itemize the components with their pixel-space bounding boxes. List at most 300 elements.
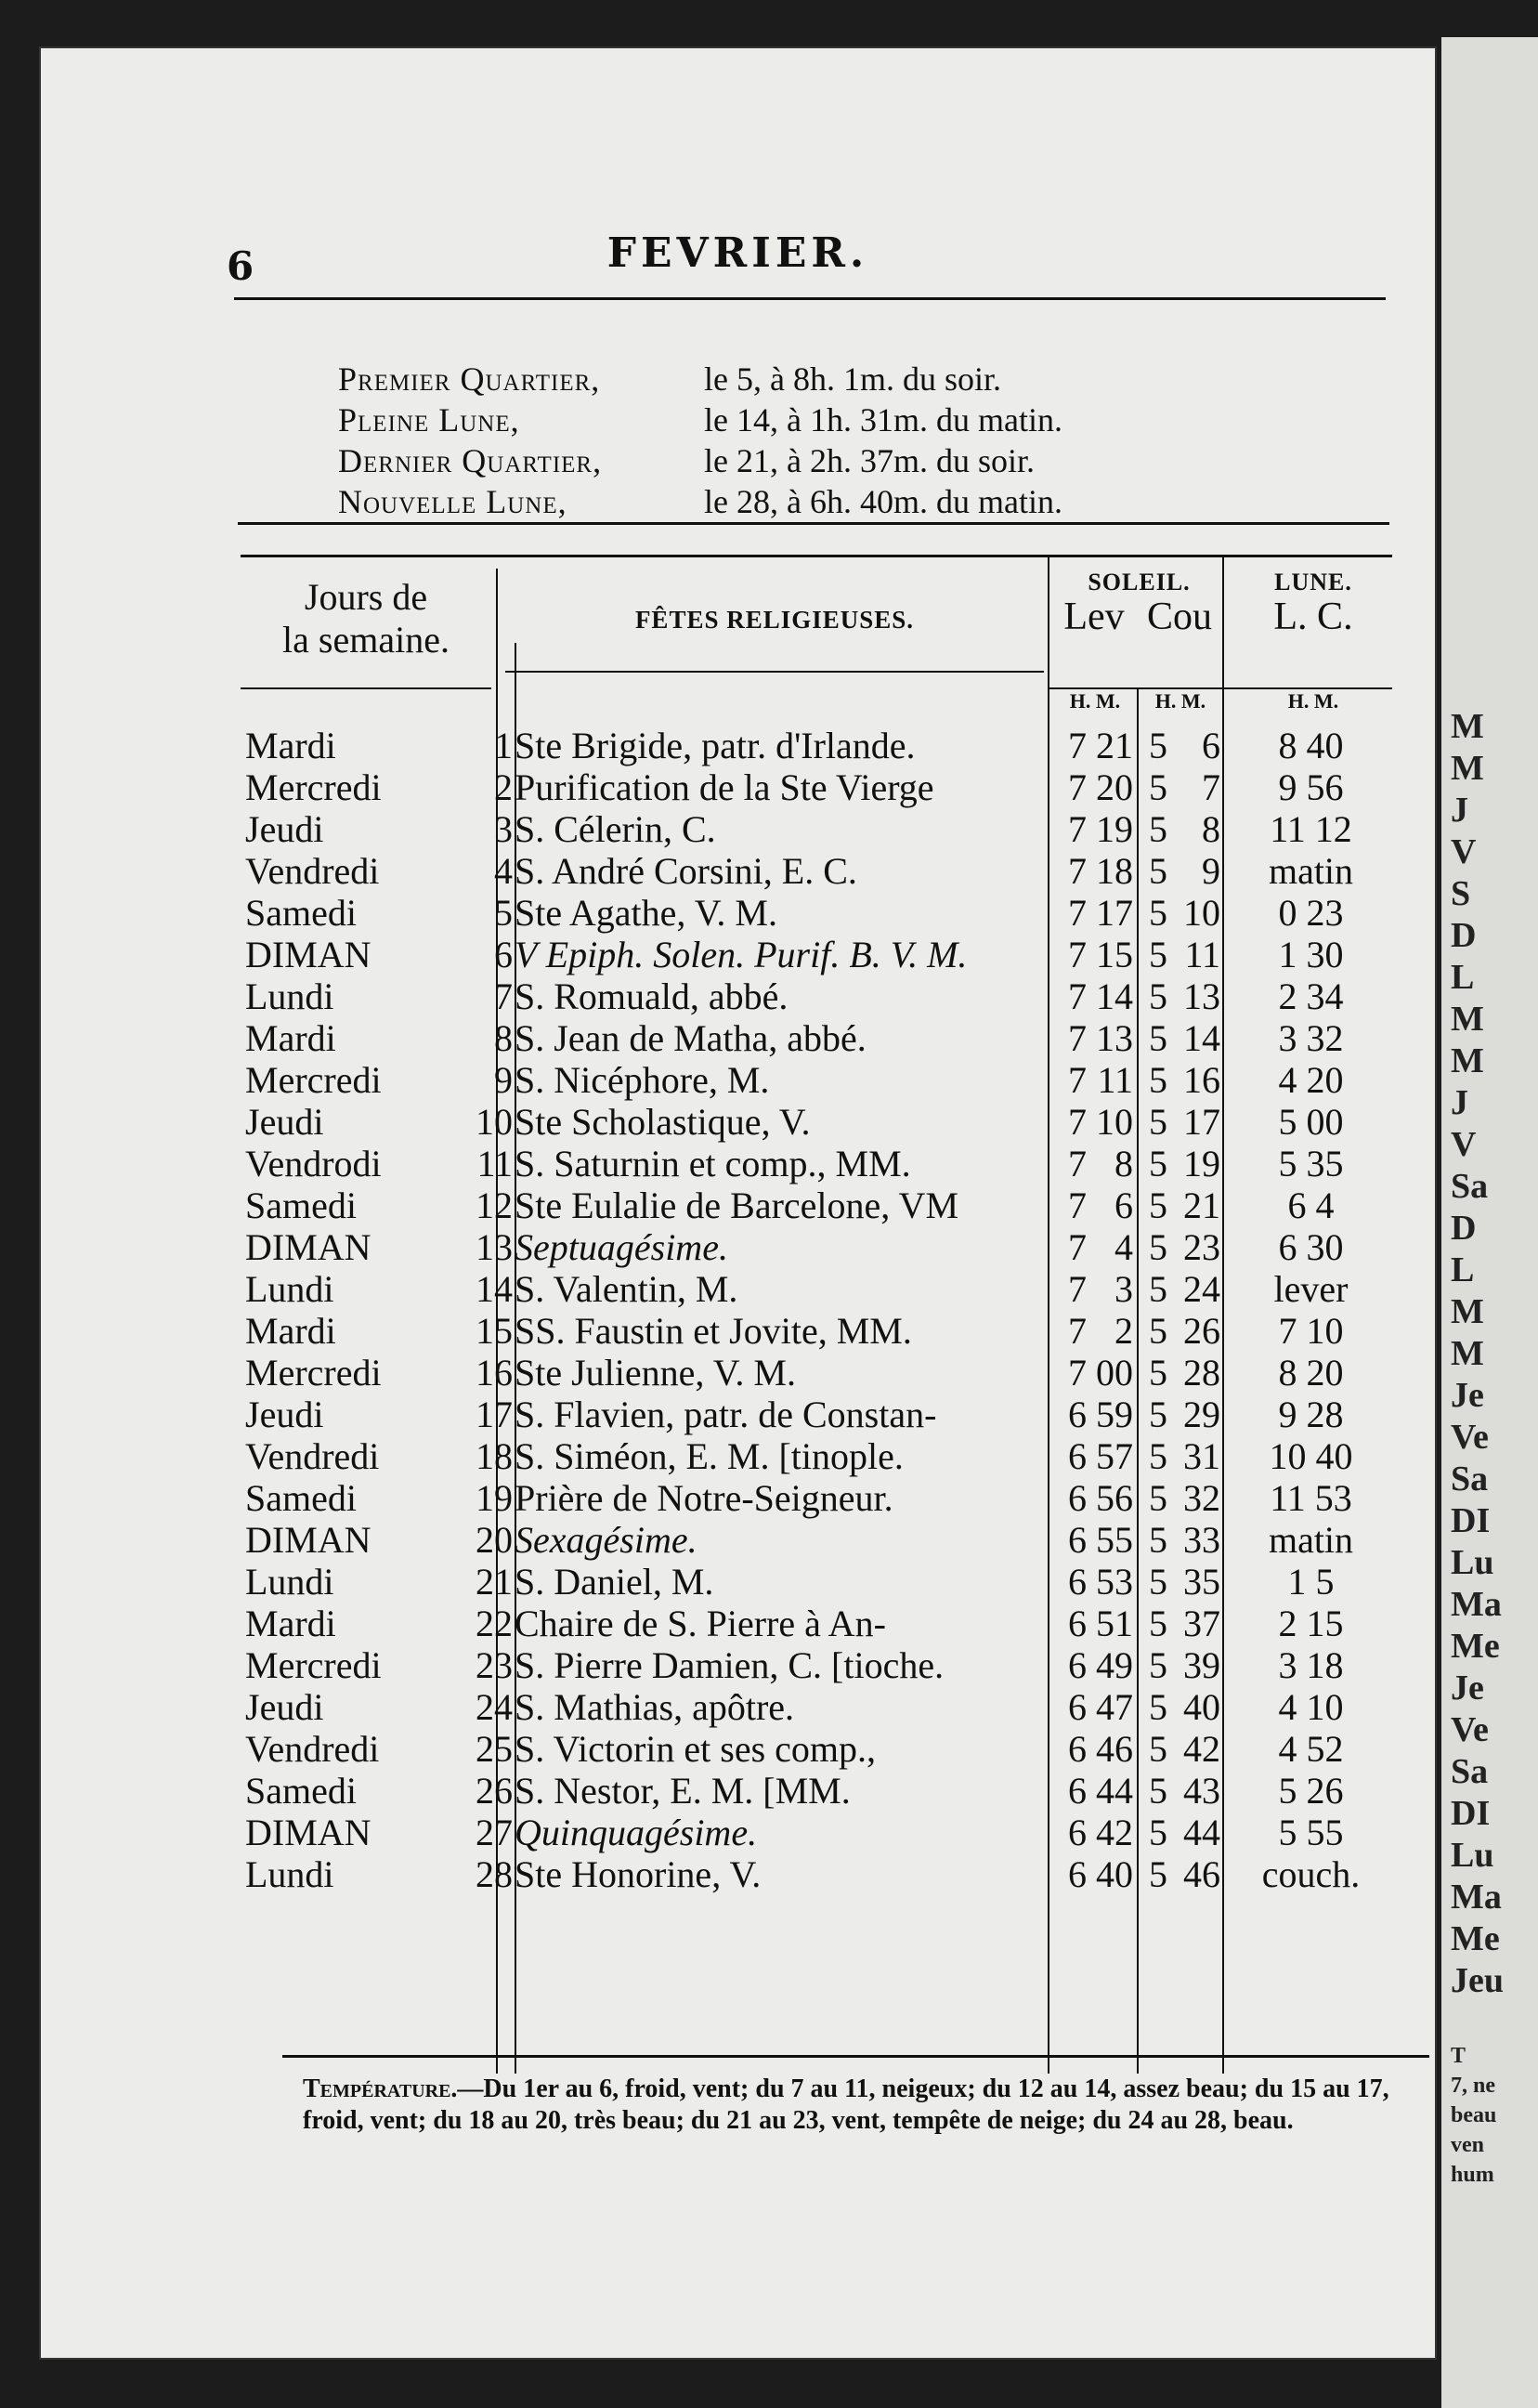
- sunrise-hour-cell: 7: [1068, 892, 1087, 934]
- moon-time-cell: matin: [1268, 850, 1354, 892]
- header-lune: LUNE.: [1274, 569, 1352, 595]
- sunset-hour-cell: 5: [1149, 1477, 1167, 1519]
- sunset-hour-cell: 5: [1149, 1435, 1167, 1477]
- sunrise-minute-cell: 40: [1096, 1853, 1133, 1895]
- sunset-minute-cell: 19: [1183, 1143, 1220, 1184]
- header-hm-lune: H. M.: [1287, 689, 1339, 713]
- fete-cell: S. Pierre Damien, C. [tioche.: [515, 1644, 945, 1686]
- fete-cell: Septuagésime.: [515, 1226, 728, 1268]
- moon-time-cell: 4 10: [1278, 1686, 1344, 1728]
- header-soleil: SOLEIL.: [1088, 569, 1191, 595]
- moon-time-cell: 1 30: [1278, 934, 1344, 975]
- sunset-minute-cell: 16: [1183, 1059, 1220, 1101]
- sunset-minute-cell: 6: [1202, 725, 1220, 766]
- moon-time-cell: couch.: [1261, 1853, 1361, 1895]
- day-cell: Vendredi: [245, 850, 380, 892]
- sunrise-hour-cell: 7: [1068, 934, 1087, 975]
- table-row: [41, 1477, 1439, 1520]
- day-cell: Samedi: [245, 892, 357, 934]
- sunrise-minute-cell: 6: [1114, 1184, 1133, 1226]
- date-number-cell: 21: [476, 1561, 513, 1603]
- sunrise-hour-cell: 7: [1068, 725, 1087, 766]
- date-number-cell: 20: [476, 1519, 513, 1561]
- table-row: [41, 1226, 1439, 1269]
- edge-day-fragment: J: [1451, 1083, 1468, 1122]
- fete-cell: Ste Scholastique, V.: [515, 1101, 811, 1143]
- edge-day-fragment: Ma: [1451, 1585, 1502, 1624]
- edge-day-fragment: M: [1451, 749, 1484, 788]
- day-cell: DIMAN: [245, 1226, 371, 1268]
- table-row: [41, 1603, 1439, 1645]
- moon-phase-time: le 14, à 1h. 31m. du matin.: [704, 401, 1062, 438]
- date-number-cell: 14: [476, 1268, 513, 1310]
- header-cou: Cou: [1146, 595, 1212, 638]
- sunset-minute-cell: 28: [1183, 1352, 1220, 1394]
- sunset-hour-cell: 5: [1149, 725, 1167, 766]
- top-rule: [234, 297, 1386, 300]
- edge-day-fragment: M: [1451, 1000, 1484, 1039]
- sunrise-minute-cell: 8: [1114, 1143, 1133, 1184]
- edge-day-fragment: Ve: [1451, 1710, 1489, 1749]
- table-row: [41, 1101, 1439, 1144]
- date-number-cell: 19: [476, 1477, 513, 1519]
- moon-phase-line: [338, 360, 1001, 399]
- table-row: [41, 934, 1439, 976]
- sunset-hour-cell: 5: [1149, 1603, 1167, 1644]
- edge-day-fragment: M: [1451, 1041, 1484, 1080]
- day-cell: Mardi: [245, 725, 336, 766]
- fete-cell: S. Nestor, E. M. [MM.: [515, 1770, 851, 1812]
- header-jours-line2: la semaine.: [282, 619, 450, 661]
- moon-time-cell: 0 23: [1278, 892, 1344, 934]
- table-row: [41, 892, 1439, 935]
- day-cell: Mercredi: [245, 1644, 382, 1686]
- header-underline-fetes: [505, 671, 1044, 673]
- sunrise-minute-cell: 56: [1096, 1477, 1133, 1519]
- sunset-hour-cell: 5: [1149, 850, 1167, 892]
- moon-time-cell: 11 12: [1270, 808, 1352, 850]
- moon-time-cell: 1 5: [1287, 1561, 1335, 1603]
- table-row: [41, 1728, 1439, 1771]
- table-row: [41, 808, 1439, 851]
- edge-footer-fragment: hum: [1451, 2163, 1494, 2187]
- day-cell: Lundi: [245, 975, 334, 1017]
- table-row: [41, 1435, 1439, 1478]
- date-number-cell: 2: [494, 766, 513, 808]
- table-row: [41, 1017, 1439, 1060]
- day-cell: Vendredi: [245, 1435, 380, 1477]
- table-row: [41, 1644, 1439, 1687]
- day-cell: DIMAN: [245, 1519, 371, 1561]
- edge-day-fragment: D: [1451, 916, 1477, 955]
- day-cell: Mardi: [245, 1017, 336, 1059]
- sunrise-hour-cell: 6: [1068, 1686, 1087, 1728]
- sunset-minute-cell: 26: [1183, 1310, 1220, 1352]
- sunrise-hour-cell: 7: [1068, 1101, 1087, 1143]
- edge-day-fragment: Me: [1451, 1627, 1500, 1666]
- sunset-hour-cell: 5: [1149, 892, 1167, 934]
- sunrise-minute-cell: 44: [1096, 1770, 1133, 1812]
- sunset-minute-cell: 23: [1183, 1226, 1220, 1268]
- day-cell: Mercredi: [245, 766, 382, 808]
- sunset-minute-cell: 9: [1202, 850, 1220, 892]
- table-bottom-rule: [282, 2055, 1429, 2058]
- sunset-minute-cell: 24: [1183, 1268, 1220, 1310]
- edge-day-fragment: Je: [1451, 1376, 1484, 1415]
- edge-day-fragment: L: [1451, 958, 1475, 997]
- date-number-cell: 25: [476, 1728, 513, 1770]
- date-number-cell: 11: [476, 1143, 513, 1184]
- sunset-minute-cell: 46: [1183, 1853, 1220, 1895]
- table-row: [41, 1770, 1439, 1813]
- sunrise-minute-cell: 59: [1096, 1394, 1133, 1435]
- sunset-hour-cell: 5: [1149, 1770, 1167, 1812]
- fete-cell: S. André Corsini, E. C.: [515, 850, 857, 892]
- sunset-minute-cell: 10: [1183, 892, 1220, 934]
- phases-bottom-rule: [238, 522, 1389, 525]
- sunrise-hour-cell: 7: [1068, 1226, 1087, 1268]
- fete-cell: S. Siméon, E. M. [tinople.: [515, 1435, 904, 1477]
- table-row: [41, 1519, 1439, 1562]
- moon-phase-name: Dernier Quartier,: [338, 442, 603, 479]
- sunset-hour-cell: 5: [1149, 1853, 1167, 1895]
- moon-time-cell: 4 52: [1278, 1728, 1344, 1770]
- date-number-cell: 7: [494, 975, 513, 1017]
- sunrise-hour-cell: 7: [1068, 975, 1087, 1017]
- sunset-minute-cell: 42: [1183, 1728, 1220, 1770]
- fete-cell: S. Saturnin et comp., MM.: [515, 1143, 911, 1184]
- temperature-text: —Du 1er au 6, froid, vent; du 7 au 11, neigeux; du 12 au 14, assez beau; du 15 au 17, froid, vent; du 18 au 20, très beau; du 21 au 23, vent, tempête de neige; du 24 au 28, beau.: [303, 2074, 1389, 2135]
- sunset-hour-cell: 5: [1149, 1561, 1167, 1603]
- month-title: FEVRIER.: [606, 229, 869, 277]
- fete-cell: Ste Brigide, patr. d'Irlande.: [515, 725, 916, 766]
- fete-cell: Prière de Notre-Seigneur.: [515, 1477, 893, 1519]
- header-lc: L. C.: [1273, 595, 1353, 638]
- sunrise-minute-cell: 49: [1096, 1644, 1133, 1686]
- header-fetes: FÊTES RELIGIEUSES.: [634, 606, 915, 634]
- fete-cell: Quinquagésime.: [515, 1812, 758, 1853]
- sunrise-minute-cell: 17: [1096, 892, 1133, 934]
- table-row: [41, 1143, 1439, 1185]
- moon-phase-line: [338, 400, 1062, 439]
- date-number-cell: 27: [476, 1812, 513, 1853]
- sunrise-minute-cell: 10: [1096, 1101, 1133, 1143]
- sunrise-hour-cell: 7: [1068, 1017, 1087, 1059]
- sunset-hour-cell: 5: [1149, 1352, 1167, 1394]
- edge-day-fragment: D: [1451, 1209, 1477, 1248]
- sunrise-hour-cell: 7: [1068, 1059, 1087, 1101]
- sunrise-hour-cell: 7: [1068, 1352, 1087, 1394]
- table-row: [41, 1812, 1439, 1854]
- sunrise-hour-cell: 6: [1068, 1853, 1087, 1895]
- sunrise-hour-cell: 7: [1068, 1268, 1087, 1310]
- moon-time-cell: 5 35: [1278, 1143, 1344, 1184]
- sunrise-minute-cell: 47: [1096, 1686, 1133, 1728]
- edge-footer-fragment: ven: [1451, 2133, 1484, 2157]
- sunrise-hour-cell: 6: [1068, 1435, 1087, 1477]
- edge-day-fragment: V: [1451, 832, 1477, 871]
- fete-cell: Sexagésime.: [515, 1519, 697, 1561]
- sunrise-minute-cell: 53: [1096, 1561, 1133, 1603]
- day-cell: DIMAN: [245, 1812, 371, 1853]
- edge-day-fragment: M: [1451, 1292, 1484, 1331]
- sunset-minute-cell: 7: [1202, 766, 1220, 808]
- moon-phase-line: [338, 441, 1035, 480]
- sunrise-minute-cell: 46: [1096, 1728, 1133, 1770]
- date-number-cell: 23: [476, 1644, 513, 1686]
- edge-day-fragment: Lu: [1451, 1836, 1494, 1875]
- fete-cell: S. Valentin, M.: [515, 1268, 738, 1310]
- moon-time-cell: 2 15: [1278, 1603, 1344, 1644]
- sunset-minute-cell: 11: [1184, 934, 1220, 975]
- moon-time-cell: 8 40: [1278, 725, 1344, 766]
- moon-time-cell: 7 10: [1278, 1310, 1344, 1352]
- sunset-minute-cell: 8: [1202, 808, 1220, 850]
- sunrise-minute-cell: 11: [1097, 1059, 1133, 1101]
- date-number-cell: 3: [494, 808, 513, 850]
- sunrise-minute-cell: 57: [1096, 1435, 1133, 1477]
- table-row: [41, 975, 1439, 1018]
- edge-day-fragment: M: [1451, 1334, 1484, 1373]
- day-cell: Mercredi: [245, 1059, 382, 1101]
- sunrise-minute-cell: 15: [1096, 934, 1133, 975]
- sunset-hour-cell: 5: [1149, 1686, 1167, 1728]
- day-cell: Vendrodi: [245, 1143, 382, 1184]
- sunset-minute-cell: 33: [1183, 1519, 1220, 1561]
- sunrise-minute-cell: 2: [1114, 1310, 1133, 1352]
- date-number-cell: 5: [494, 892, 513, 934]
- moon-time-cell: 3 18: [1278, 1644, 1344, 1686]
- table-top-rule: [241, 555, 1392, 557]
- table-row: [41, 1310, 1439, 1353]
- sunset-minute-cell: 39: [1183, 1644, 1220, 1686]
- moon-phase-name: Pleine Lune,: [338, 401, 520, 438]
- header-jours-line1: Jours de: [304, 576, 428, 618]
- edge-day-fragment: V: [1451, 1125, 1477, 1164]
- header-hm-lev: H. M.: [1069, 689, 1121, 713]
- moon-phase-name: Premier Quartier,: [338, 360, 601, 398]
- edge-day-fragment: Ma: [1451, 1878, 1502, 1917]
- edge-day-fragment: DI: [1451, 1794, 1491, 1833]
- fete-cell: S. Daniel, M.: [515, 1561, 714, 1603]
- edge-day-fragment: L: [1451, 1250, 1475, 1289]
- fete-cell: S. Jean de Matha, abbé.: [515, 1017, 867, 1059]
- fete-cell: SS. Faustin et Jovite, MM.: [515, 1310, 912, 1352]
- fete-cell: Ste Agathe, V. M.: [515, 892, 777, 934]
- moon-time-cell: 4 20: [1278, 1059, 1344, 1101]
- sunset-minute-cell: 17: [1183, 1101, 1220, 1143]
- sunset-hour-cell: 5: [1149, 1059, 1167, 1101]
- edge-day-fragment: Sa: [1451, 1167, 1489, 1206]
- table-row: [41, 1184, 1439, 1227]
- header-lev: Lev: [1063, 595, 1125, 638]
- edge-day-fragment: J: [1451, 791, 1468, 830]
- day-cell: Mardi: [245, 1603, 336, 1644]
- day-cell: Lundi: [245, 1853, 334, 1895]
- sunrise-minute-cell: 51: [1096, 1603, 1133, 1644]
- moon-phase-line: [338, 482, 1062, 521]
- sunrise-minute-cell: 21: [1096, 725, 1133, 766]
- moon-time-cell: 6 4: [1287, 1184, 1335, 1226]
- fete-cell: S. Romuald, abbé.: [515, 975, 789, 1017]
- edge-day-fragment: Sa: [1451, 1752, 1489, 1791]
- sunrise-hour-cell: 6: [1068, 1812, 1087, 1853]
- sunset-minute-cell: 29: [1183, 1394, 1220, 1435]
- edge-day-fragment: Lu: [1451, 1543, 1494, 1582]
- fete-cell: V Epiph. Solen. Purif. B. V. M.: [515, 934, 968, 975]
- moon-phase-time: le 21, à 2h. 37m. du soir.: [704, 442, 1035, 479]
- header-jours: [241, 576, 491, 661]
- fete-cell: Ste Honorine, V.: [515, 1853, 762, 1895]
- table-row: [41, 1352, 1439, 1394]
- page-number: 6: [227, 243, 254, 289]
- date-number-cell: 1: [494, 725, 513, 766]
- sunrise-minute-cell: 4: [1114, 1226, 1133, 1268]
- header-underline-left: [241, 687, 491, 689]
- day-cell: Samedi: [245, 1770, 357, 1812]
- sunrise-minute-cell: 14: [1096, 975, 1133, 1017]
- sunset-hour-cell: 5: [1149, 1310, 1167, 1352]
- fete-cell: S. Célerin, C.: [515, 808, 716, 850]
- fete-cell: Purification de la Ste Vierge: [515, 766, 934, 808]
- edge-day-fragment: S: [1451, 874, 1471, 913]
- day-cell: Jeudi: [245, 808, 324, 850]
- date-number-cell: 6: [494, 934, 513, 975]
- sunset-hour-cell: 5: [1149, 934, 1167, 975]
- temperature-note: [303, 2074, 1454, 2137]
- sunset-hour-cell: 5: [1149, 1394, 1167, 1435]
- date-number-cell: 12: [476, 1184, 513, 1226]
- edge-footer-fragment: T: [1451, 2044, 1466, 2068]
- sunset-minute-cell: 40: [1183, 1686, 1220, 1728]
- day-cell: Lundi: [245, 1268, 334, 1310]
- sunrise-hour-cell: 7: [1068, 808, 1087, 850]
- moon-time-cell: 10 40: [1269, 1435, 1353, 1477]
- date-number-cell: 28: [476, 1853, 513, 1895]
- moon-time-cell: 8 20: [1278, 1352, 1344, 1394]
- edge-day-fragment: Me: [1451, 1919, 1500, 1958]
- moon-time-cell: lever: [1273, 1268, 1349, 1310]
- fete-cell: Chaire de S. Pierre à An-: [515, 1603, 886, 1644]
- date-number-cell: 26: [476, 1770, 513, 1812]
- table-row: [41, 766, 1439, 809]
- moon-phase-name: Nouvelle Lune,: [338, 483, 567, 520]
- day-cell: DIMAN: [245, 934, 371, 975]
- date-number-cell: 13: [476, 1226, 513, 1268]
- day-cell: Samedi: [245, 1184, 357, 1226]
- edge-day-fragment: Ve: [1451, 1418, 1489, 1457]
- date-number-cell: 10: [476, 1101, 513, 1143]
- table-row: [41, 1561, 1439, 1603]
- sunrise-hour-cell: 6: [1068, 1603, 1087, 1644]
- moon-time-cell: matin: [1268, 1519, 1354, 1561]
- date-number-cell: 22: [476, 1603, 513, 1644]
- edge-day-fragment: Je: [1451, 1669, 1484, 1708]
- table-row: [41, 1686, 1439, 1729]
- sunset-minute-cell: 43: [1183, 1770, 1220, 1812]
- sunrise-hour-cell: 7: [1068, 1310, 1087, 1352]
- day-cell: Lundi: [245, 1561, 334, 1603]
- moon-time-cell: 6 30: [1278, 1226, 1344, 1268]
- sunset-minute-cell: 21: [1183, 1184, 1220, 1226]
- sunset-hour-cell: 5: [1149, 1644, 1167, 1686]
- sunset-hour-cell: 5: [1149, 975, 1167, 1017]
- sunrise-minute-cell: 18: [1096, 850, 1133, 892]
- sunset-hour-cell: 5: [1149, 1017, 1167, 1059]
- edge-day-fragment: DI: [1451, 1501, 1491, 1540]
- sunset-hour-cell: 5: [1149, 808, 1167, 850]
- sunrise-hour-cell: 6: [1068, 1519, 1087, 1561]
- almanac-page: [39, 46, 1437, 2360]
- sunset-minute-cell: 44: [1183, 1812, 1220, 1853]
- fete-cell: Ste Julienne, V. M.: [515, 1352, 796, 1394]
- edge-footer-fragment: 7, ne: [1451, 2074, 1495, 2098]
- moon-time-cell: 11 53: [1270, 1477, 1352, 1519]
- moon-time-cell: 9 56: [1278, 766, 1344, 808]
- day-cell: Mardi: [245, 1310, 336, 1352]
- moon-time-cell: 9 28: [1278, 1394, 1344, 1435]
- sunrise-hour-cell: 7: [1068, 850, 1087, 892]
- date-number-cell: 8: [494, 1017, 513, 1059]
- moon-time-cell: 2 34: [1278, 975, 1344, 1017]
- fete-cell: S. Flavien, patr. de Constan-: [515, 1394, 937, 1435]
- date-number-cell: 24: [476, 1686, 513, 1728]
- day-cell: Jeudi: [245, 1101, 324, 1143]
- sunrise-hour-cell: 7: [1068, 766, 1087, 808]
- day-cell: Mercredi: [245, 1352, 382, 1394]
- table-row: [41, 850, 1439, 893]
- sunset-minute-cell: 31: [1183, 1435, 1220, 1477]
- sunset-minute-cell: 32: [1183, 1477, 1220, 1519]
- header-hm-cou: H. M.: [1154, 689, 1206, 713]
- moon-time-cell: 5 55: [1278, 1812, 1344, 1853]
- date-number-cell: 4: [494, 850, 513, 892]
- sunrise-minute-cell: 00: [1096, 1352, 1133, 1394]
- sunrise-minute-cell: 3: [1114, 1268, 1133, 1310]
- temperature-label: Température.: [303, 2074, 458, 2103]
- table-row: [41, 1853, 1439, 1896]
- sunrise-hour-cell: 7: [1068, 1143, 1087, 1184]
- sunset-hour-cell: 5: [1149, 1101, 1167, 1143]
- date-number-cell: 9: [494, 1059, 513, 1101]
- table-row: [41, 1268, 1439, 1311]
- sunset-minute-cell: 35: [1183, 1561, 1220, 1603]
- sunrise-hour-cell: 6: [1068, 1477, 1087, 1519]
- sunset-hour-cell: 5: [1149, 1268, 1167, 1310]
- sunset-hour-cell: 5: [1149, 1519, 1167, 1561]
- moon-phase-time: le 5, à 8h. 1m. du soir.: [704, 360, 1001, 398]
- sunrise-hour-cell: 6: [1068, 1770, 1087, 1812]
- next-page-edge: [1441, 37, 1538, 2408]
- fete-cell: Ste Eulalie de Barcelone, VM: [515, 1184, 959, 1226]
- moon-time-cell: 5 00: [1278, 1101, 1344, 1143]
- moon-time-cell: 5 26: [1278, 1770, 1344, 1812]
- sunrise-hour-cell: 6: [1068, 1728, 1087, 1770]
- edge-footer-fragment: beau: [1451, 2103, 1497, 2127]
- edge-day-fragment: Jeu: [1451, 1961, 1504, 2000]
- edge-day-fragment: Sa: [1451, 1459, 1489, 1498]
- date-number-cell: 18: [476, 1435, 513, 1477]
- moon-time-cell: 3 32: [1278, 1017, 1344, 1059]
- day-cell: Samedi: [245, 1477, 357, 1519]
- sunset-hour-cell: 5: [1149, 1812, 1167, 1853]
- table-row: [41, 725, 1439, 767]
- sunrise-hour-cell: 6: [1068, 1561, 1087, 1603]
- sunrise-hour-cell: 6: [1068, 1644, 1087, 1686]
- sunrise-minute-cell: 19: [1096, 808, 1133, 850]
- sunset-hour-cell: 5: [1149, 1226, 1167, 1268]
- sunset-minute-cell: 14: [1183, 1017, 1220, 1059]
